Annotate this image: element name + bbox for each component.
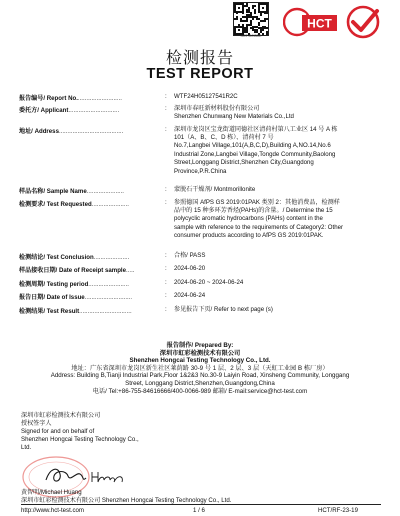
field-label-dots: ..... (126, 267, 135, 274)
prepared-by-company-cn: 深圳市虹彩检测技术有限公司 (159, 349, 241, 357)
field-value-line: polycyclic aromatic hydrocarbons (PAHs) content in the (174, 215, 323, 223)
qr-cell (238, 7, 240, 9)
field-value (174, 292, 380, 300)
footer-form-code: HCT/RF-23-19 (318, 507, 358, 514)
qr-cell (252, 18, 254, 20)
field-colon: : (165, 105, 167, 112)
qr-cell (266, 27, 268, 29)
field-label-text: 报告编号/ Report No. (19, 95, 78, 102)
field-label-dots: ...................... (91, 201, 129, 208)
hct-logo-text: HCT (307, 16, 332, 31)
field-colon: : (165, 306, 167, 313)
field-value (174, 199, 380, 241)
field-label-dots: ..................... (93, 254, 130, 261)
prepared-by-label: 报告制作/ Prepared By: (166, 342, 234, 349)
field-value (174, 306, 380, 314)
field-label-dots: ...................................... (58, 128, 124, 135)
field-colon: : (165, 279, 167, 286)
signer-company-bottom: 深圳市虹彩检测技术有限公司 Shenzhen Hongcai Testing Technology Co., Ltd. (21, 497, 232, 504)
qr-cell (254, 12, 256, 14)
qr-cell (266, 12, 268, 14)
signer-company-cn: 深圳市虹彩检测技术有限公司 (21, 412, 101, 419)
report-title-cn: 检测报告 (165, 48, 234, 67)
qr-cell (254, 5, 256, 7)
field-value-line: 品中的 15 种多环芳香烃(PAHs)的含量。/ Determine the 15 (174, 206, 333, 214)
qr-cell (258, 24, 260, 26)
field-label-text: 地址/ Address (19, 128, 59, 135)
field-colon: : (165, 126, 167, 133)
field-value (174, 126, 380, 176)
field-value-line: 2024-06-20 (174, 264, 206, 272)
field-label (19, 265, 134, 274)
field-value-line: sample with reference to the requirements of Category2: Other (174, 223, 344, 231)
field-colon: : (165, 292, 167, 299)
field-label (19, 105, 119, 114)
qr-cell (238, 29, 240, 31)
prepared-by-company-en: Shenzhen Hongcai Testing Technology Co., Ltd. (129, 357, 271, 365)
field-label-text: 检测周期/ Testing period (19, 281, 89, 288)
field-value-line: No.7,Langbei Village,101(A,B,C,D),Building A,NO.14,No.6 (174, 142, 331, 150)
handwritten-signature (40, 462, 130, 488)
field-label-text: 检测要求/ Test Requested (19, 201, 92, 208)
field-label-dots: ............................ (84, 294, 133, 301)
field-value-line: 101（A、B、C、D 栋）、清荷村 7 号 (174, 133, 274, 141)
field-label-dots: .......................... (77, 95, 122, 102)
field-colon: : (165, 199, 167, 206)
field-value (174, 252, 380, 260)
field-value (174, 93, 380, 101)
field-label-text: 样品名称/ Sample Name (19, 188, 87, 195)
field-colon: : (165, 252, 167, 259)
qr-cell (242, 12, 244, 14)
field-value-line: Province,P.R.China (174, 167, 227, 175)
field-label-text: 委托方/ Applicant (19, 107, 69, 114)
field-label-dots: ............................... (79, 308, 132, 315)
field-label (19, 93, 122, 102)
prepared-by-block (0, 342, 400, 395)
field-colon: : (165, 186, 167, 193)
field-value-line: Street,Longgang District,Shenzhen City,Guangdong (174, 159, 314, 167)
field-label (19, 186, 124, 195)
qr-cell (236, 18, 238, 20)
signature-block (21, 412, 139, 452)
field-label-text: 检测结果/ Test Result (19, 308, 80, 315)
field-label-dots: ...................... (86, 188, 124, 195)
field-label (19, 292, 132, 301)
field-colon: : (165, 265, 167, 272)
prepared-by-address-cn: 地址：广东省深圳市龙岗区新生社区莱荫路 30-9 号 1 层、2 层、3 层（天虹工业园 B 栋厂房） (71, 364, 329, 372)
field-value-line: 参照德国 AfPS GS 2019:01PAK 类别 2：其他消费品，检测样 (174, 198, 340, 206)
field-value (174, 186, 380, 194)
field-label-dots: ........................ (88, 281, 129, 288)
qr-cell (260, 14, 262, 16)
prepared-by-address-en-2: Street, Longgang District,Shenzhen,Guangdong,China (125, 379, 275, 387)
field-label-dots: .............................. (68, 107, 120, 114)
field-label (19, 306, 132, 315)
qr-code (233, 2, 269, 36)
field-value-line: WTF24H05127541R2C (174, 92, 238, 100)
field-value-line: 参见报告下页/ Refer to next page (s) (174, 305, 273, 313)
qr-caption: HCT-RCODE (240, 34, 262, 38)
field-value (174, 279, 380, 287)
report-title-en: TEST REPORT (146, 66, 254, 82)
field-value-line: 2024-06-24 (174, 291, 206, 299)
field-label-text: 检测结论/ Test Conclusion (19, 254, 94, 261)
qr-cell (236, 12, 238, 14)
signer-company-en: Shenzhen Hongcai Testing Technology Co., (21, 436, 139, 443)
field-value-line: Industrial Zone,Langbei Village,Tongde Community,Baolong (174, 150, 336, 158)
field-value-line: 深圳市春旺新材料股份有限公司 (174, 104, 260, 112)
footer-page-number: 1 / 6 (193, 507, 205, 514)
field-label-text: 报告日期/ Date of Issue (19, 294, 85, 301)
authorized-signatory-cn: 授权签字人 (21, 420, 52, 427)
qr-cell (266, 18, 268, 20)
signer-company-ltd: Ltd. (21, 444, 32, 451)
field-value-line: 蒙脱石干燥剂/ Montmorillonite (174, 185, 256, 193)
qr-cell (262, 7, 264, 9)
field-label (19, 199, 129, 208)
qr-cell (246, 20, 248, 22)
prepared-by-address-en-1: Address: Building B,Tianji Industrial Park,Floor 1&2&3 No.30-9 Laiyin Road, Xinsheng Community, Longgang (50, 372, 350, 380)
signer-name: 黄智明/Michael Huang (21, 489, 82, 496)
field-value (174, 265, 380, 273)
field-value-line: consumer products according to AfPS GS 2019:01PAK. (174, 232, 324, 240)
field-label (19, 279, 129, 288)
hct-logo (283, 7, 339, 37)
footer-divider (21, 504, 381, 505)
field-value (174, 105, 380, 122)
field-label-text: 样品接收日期/ Date of Receipt sample (19, 267, 127, 274)
certification-check-icon (343, 5, 383, 39)
field-value-line: 2024-06-20 ~ 2024-06-24 (174, 278, 244, 286)
field-label (19, 252, 129, 261)
field-label (19, 126, 123, 135)
prepared-by-contact: 电话/ Tel:+86-755-84616666/400-0066-989 邮箱/ E-mail:service@hct-test.com (92, 387, 308, 395)
field-value-line: 合格/ PASS (174, 251, 206, 259)
footer-website-link[interactable]: http://www.hct-test.com (21, 507, 84, 514)
field-colon: : (165, 93, 167, 100)
field-value-line: 深圳市龙岗区宝龙街道同德社区清荷村第八工业区 14 号 A 栋 (174, 125, 338, 133)
field-value-line: Shenzhen Chunwang New Materials Co.,Ltd (174, 112, 294, 120)
qr-cell (264, 20, 266, 22)
signed-on-behalf: Signed for and on behalf of (21, 428, 95, 435)
qr-cell (262, 29, 264, 31)
